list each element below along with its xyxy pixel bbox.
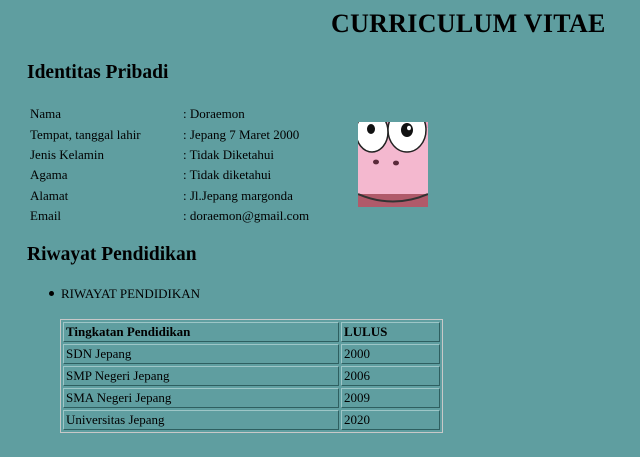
identity-row (30, 145, 309, 165)
table-row (63, 344, 440, 364)
identity-value: : Tidak Diketahui (183, 146, 275, 162)
table-row (63, 410, 440, 430)
identity-label: Email (30, 208, 62, 224)
table-cell-level: SMA Negeri Jepang (63, 388, 339, 408)
identity-table (30, 104, 309, 226)
table-cell-year: 2020 (341, 410, 440, 430)
identity-label: Jenis Kelamin (30, 146, 105, 162)
table-row (63, 388, 440, 408)
identity-value: : doraemon@gmail.com (183, 208, 310, 224)
table-cell-year: 2000 (341, 344, 440, 364)
table-cell-level: Universitas Jepang (63, 410, 339, 430)
identity-row (30, 165, 309, 185)
identity-row (30, 186, 309, 206)
identity-row (30, 124, 309, 144)
education-table (60, 319, 443, 433)
identity-label: Agama (30, 167, 68, 183)
identity-value: : Doraemon (183, 106, 245, 122)
table-header-row (63, 322, 440, 342)
identity-row (30, 206, 309, 226)
table-cell-level: SMP Negeri Jepang (63, 366, 339, 386)
identity-row (30, 104, 309, 124)
table-cell-year: 2006 (341, 366, 440, 386)
identity-label: Tempat, tanggal lahir (30, 126, 141, 142)
profile-photo (358, 122, 428, 207)
table-cell-level: SDN Jepang (63, 344, 339, 364)
identity-value: : Jepang 7 Maret 2000 (183, 126, 300, 142)
doraemon-face-image (358, 122, 428, 207)
education-bullet-list (48, 286, 200, 302)
riwayat-heading: Riwayat Pendidikan (27, 244, 197, 265)
identity-label: Nama (30, 106, 62, 122)
identitas-heading: Identitas Pribadi (27, 62, 169, 83)
list-item: RIWAYAT PENDIDIKAN (48, 286, 200, 302)
column-header-level: Tingkatan Pendidikan (63, 322, 339, 342)
identity-value: : Tidak diketahui (183, 167, 272, 183)
table-row (63, 366, 440, 386)
column-header-year: LULUS (341, 322, 440, 342)
identity-label: Alamat (30, 187, 69, 203)
page-title: CURRICULUM VITAE (331, 9, 606, 38)
table-cell-year: 2009 (341, 388, 440, 408)
identity-value: : Jl.Jepang margonda (183, 187, 293, 203)
